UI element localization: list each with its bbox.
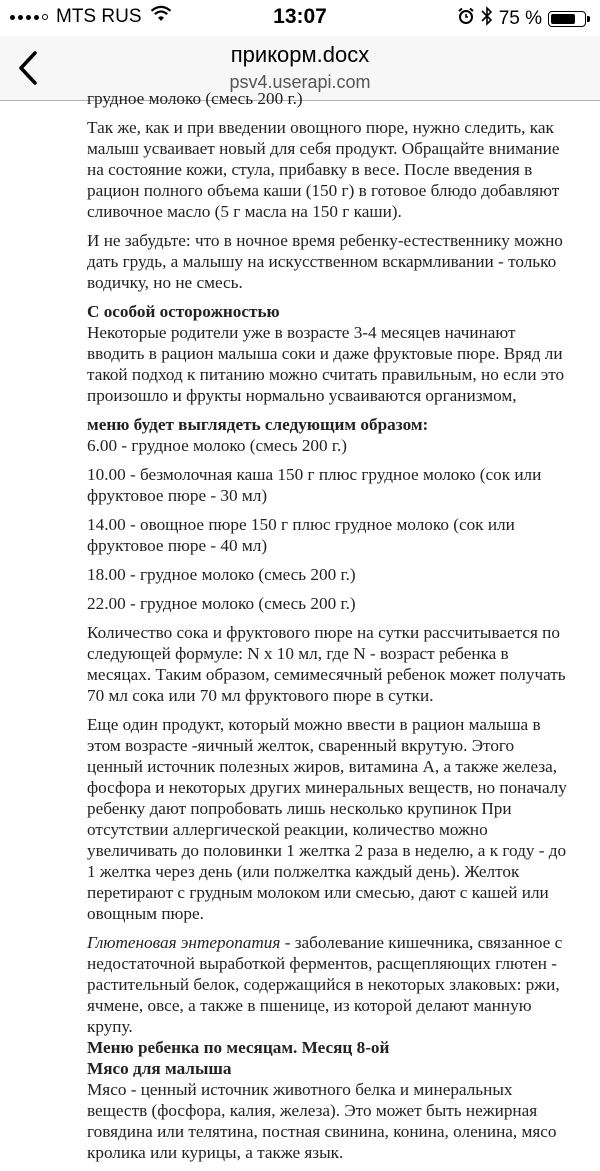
heading-menu: меню будет выглядеть следующим образом: <box>87 415 429 434</box>
paragraph-monitoring: Так же, как и при введении овощного пюре, нужно следить, как малыш усваивает новый для себя продукт. Обращайте внимание на состояние кожи, стула, прибавку в весе. После введения в рацион полного объема каши (150 г) в готовое блюдо добавляют сливочное масло (5 г масла на 150 г каши). <box>87 118 560 221</box>
document-viewer[interactable] <box>0 89 600 1162</box>
paragraph-meat: Мясо - ценный источник животного белка и минеральных веществ (фосфора, калия, железа). Это может быть нежирная говядина или телятина, постная свинина, конина, оленина, мясо кролика или курицы, а также язык. <box>87 1080 557 1162</box>
menu-item-10: 10.00 - безмолочная каша 150 г плюс грудное молоко (сок или фруктовое пюре - 30 мл) <box>87 465 542 505</box>
menu-item-22: 22.00 - грудное молоко (смесь 200 г.) <box>87 594 356 613</box>
alarm-icon <box>457 7 475 31</box>
carrier-name: MTS RUS <box>56 6 142 27</box>
heading-caution: С особой осторожностью <box>87 302 280 321</box>
paragraph-night-feeding: И не забудьте: что в ночное время ребенку-естественнику можно дать грудь, а малышу на искусственном вскармливании - только водичку, но не смесь. <box>87 231 563 292</box>
battery-percent: 75 % <box>498 8 542 29</box>
menu-item-6: 6.00 - грудное молоко (смесь 200 г.) <box>87 436 348 455</box>
paragraph-top-fragment: грудное молоко (смесь 200 г.) <box>87 89 303 108</box>
term-gluten-enteropathy: Глютеновая энтеропатия <box>87 933 281 952</box>
document-content <box>87 88 569 1171</box>
battery-icon <box>548 11 590 27</box>
heading-month-8: Меню ребенка по месяцам. Месяц 8-ой <box>87 1038 390 1057</box>
heading-meat: Мясо для малыша <box>87 1059 232 1078</box>
clock: 13:07 <box>273 5 327 28</box>
menu-item-14: 14.00 - овощное пюре 150 г плюс грудное молоко (сок или фруктовое пюре - 40 мл) <box>87 515 515 555</box>
bluetooth-icon <box>481 6 493 32</box>
status-bar <box>0 0 600 36</box>
paragraph-gluten: Глютеновая энтеропатия - заболевание кишечника, связанное с недостаточной выработкой ферментов, расщепляющих глютен - растительный белок, содержащийся в некоторых злаковых: ржи, ячмене, овсе, а также в пшенице, из которой делают манную крупу. <box>87 933 563 1036</box>
paragraph-juice-formula: Количество сока и фруктового пюре на сутки рассчитывается по следующей формуле: N х 10 мл, где N - возраст ребенка в месяцах. Таким образом, семимесячный ребенок может получать 70 мл сока или 70 мл фруктового пюре в сутки. <box>87 623 566 705</box>
document-host: psv4.userapi.com <box>229 72 371 92</box>
document-title: прикорм.docx <box>230 42 370 67</box>
paragraph-juices: Некоторые родители уже в возрасте 3-4 месяцев начинают вводить в рацион малыша соки и даже фруктовые пюре. Вряд ли такой подход к питанию можно считать правильным, но если это произошло и фрукты нормально усваиваются организмом, <box>87 323 565 405</box>
menu-item-18: 18.00 - грудное молоко (смесь 200 г.) <box>87 565 356 584</box>
paragraph-egg-yolk: Еще один продукт, который можно ввести в рацион малыша в этом возрасте -яичный желток, сваренный вкрутую. Этого ценный источник полезных жиров, витамина А, а также железа, фосфора и некоторых других минеральных веществ, но поначалу ребенку дают попробовать лишь несколько крупинок При отсутствии аллергической реакции, количество можно увеличивать до половинки 1 желтка 2 раза в неделю, а к году - до 1 желтка через день (или полжелтка каждый день). Желток перетирают с грудным молоком или смесью, дают с кашей или овощным пюре. <box>87 715 567 923</box>
